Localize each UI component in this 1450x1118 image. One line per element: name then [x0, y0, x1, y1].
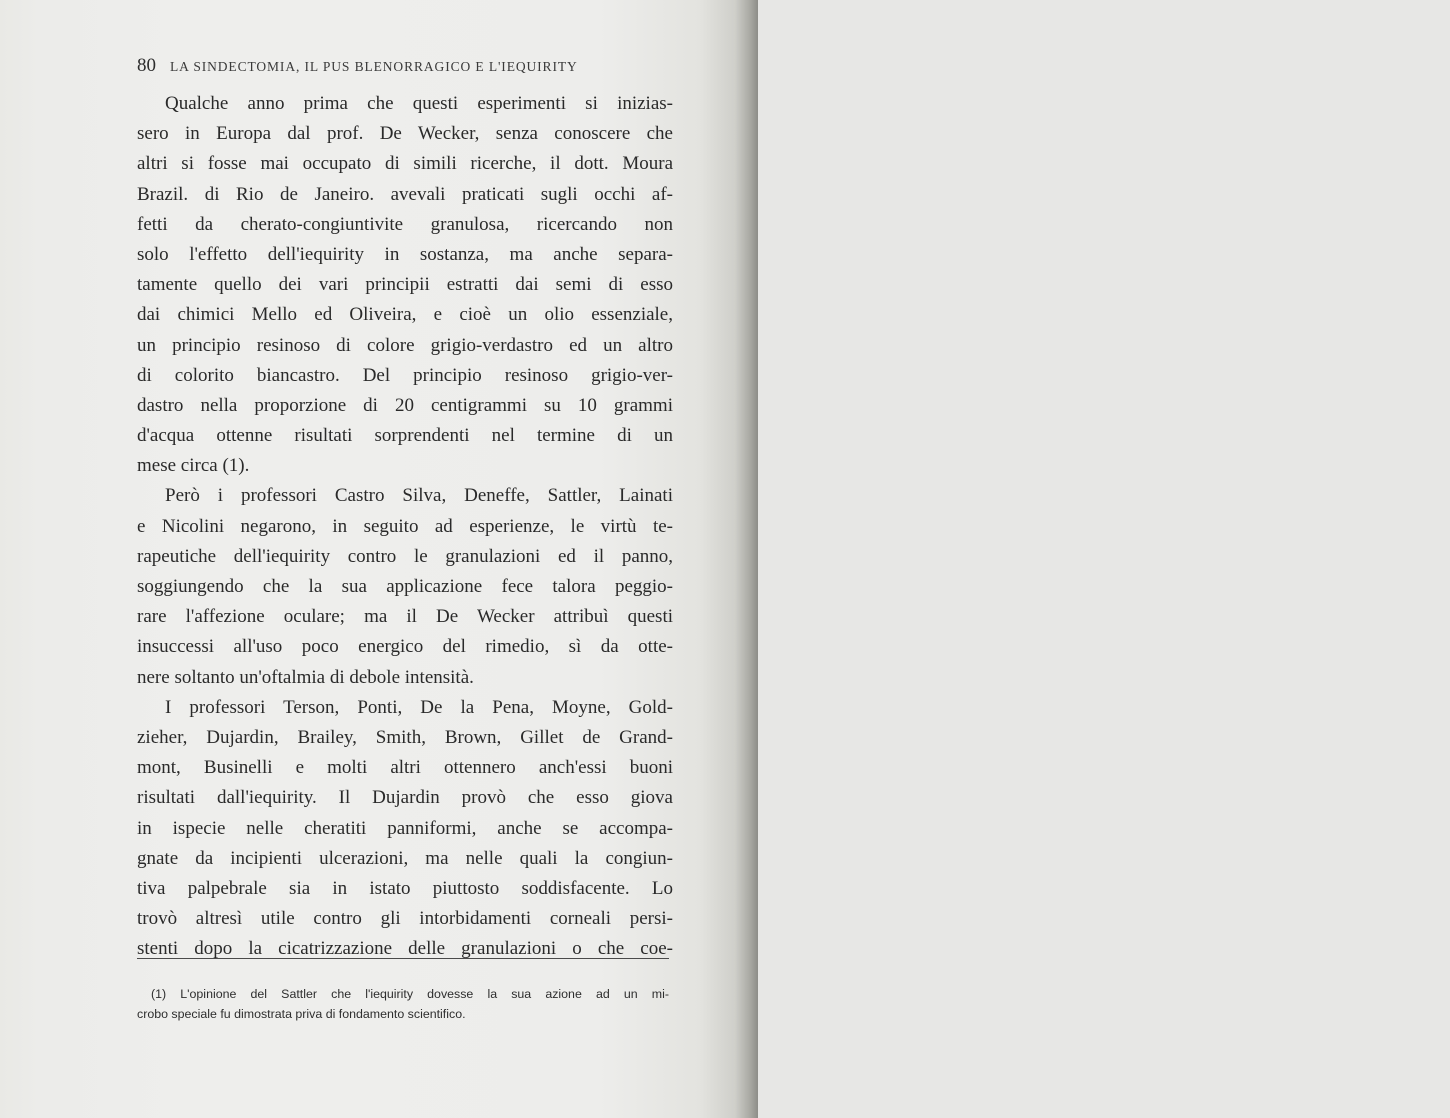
text-line: un principio resinoso di colore grigio-verdastro ed un altro [137, 334, 673, 356]
text-line: sero in Europa dal prof. De Wecker, senza conoscere che [137, 123, 673, 145]
text-line: stenti dopo la cicatrizzazione delle granulazioni o che coe- [137, 938, 673, 960]
text-line: I professori Terson, Ponti, De la Pena, Moyne, Gold- [165, 696, 673, 718]
text-line: tiva palpebrale sia in istato piuttosto soddisfacente. Lo [137, 877, 673, 899]
text-line: risultati dall'iequirity. Il Dujardin provò che esso giova [137, 787, 673, 809]
paragraph [137, 89, 673, 481]
footnote-line: crobo speciale fu dimostrata priva di fondamento scientifico. [137, 1007, 466, 1021]
running-title: LA SINDECTOMIA, IL PUS BLENORRAGICO E L'IEQUIRITY [170, 59, 578, 74]
text-line: rare l'affezione oculare; ma il De Wecker attribuì questi [137, 606, 673, 628]
text-line: Qualche anno prima che questi esperimenti si inizias- [165, 93, 673, 114]
text-block [137, 55, 673, 964]
footnote-rule [137, 958, 669, 959]
text-line: rapeutiche dell'iequirity contro le granulazioni ed il panno, [137, 545, 673, 567]
text-line: di colorito biancastro. Del principio resinoso grigio-ver- [137, 364, 673, 386]
page-number: 80 [137, 55, 156, 76]
text-line: in ispecie nelle cheratiti panniformi, anche se accompa- [137, 817, 673, 839]
body-text [137, 89, 673, 964]
text-line: Però i professori Castro Silva, Deneffe, Sattler, Lainati [165, 485, 673, 507]
text-line: insuccessi all'uso poco energico del rimedio, sì da otte- [137, 636, 673, 658]
text-line: nere soltanto un'oftalmia di debole intensità. [137, 666, 474, 688]
text-line: fetti da cherato-congiuntivite granulosa, ricercando non [137, 213, 673, 235]
paragraph [137, 481, 673, 692]
running-head [137, 55, 673, 89]
text-line: gnate da incipienti ulcerazioni, ma nelle quali la congiun- [137, 847, 673, 869]
text-line: d'acqua ottenne risultati sorprendenti nel termine di un [137, 425, 673, 447]
text-line: tamente quello dei vari principii estratti dai semi di esso [137, 274, 673, 296]
text-line: zieher, Dujardin, Brailey, Smith, Brown, Gillet de Grand- [137, 726, 673, 748]
text-line: mese circa (1). [137, 455, 250, 477]
text-line: altri si fosse mai occupato di simili ricerche, il dott. Moura [137, 153, 673, 175]
text-line: solo l'effetto dell'iequirity in sostanza, ma anche separa- [137, 243, 673, 265]
paragraph [137, 693, 673, 965]
blank-facing-page [758, 0, 1450, 1118]
text-line: e Nicolini negarono, in seguito ad esperienze, le virtù te- [137, 515, 673, 537]
text-line: soggiungendo che la sua applicazione fece talora peggio- [137, 576, 673, 597]
text-line: mont, Businelli e molti altri ottennero anch'essi buoni [137, 757, 673, 779]
text-line: dastro nella proporzione di 20 centigrammi su 10 grammi [137, 394, 673, 416]
footnote [137, 984, 669, 1024]
text-line: dai chimici Mello ed Oliveira, e cioè un olio essenziale, [137, 304, 673, 326]
footnote-line: (1) L'opinione del Sattler che l'iequirity dovesse la sua azione ad un mi- [151, 987, 669, 1001]
text-line: Brazil. di Rio de Janeiro. avevali praticati sugli occhi af- [137, 183, 673, 205]
text-line: trovò altresì utile contro gli intorbidamenti corneali persi- [137, 908, 673, 930]
